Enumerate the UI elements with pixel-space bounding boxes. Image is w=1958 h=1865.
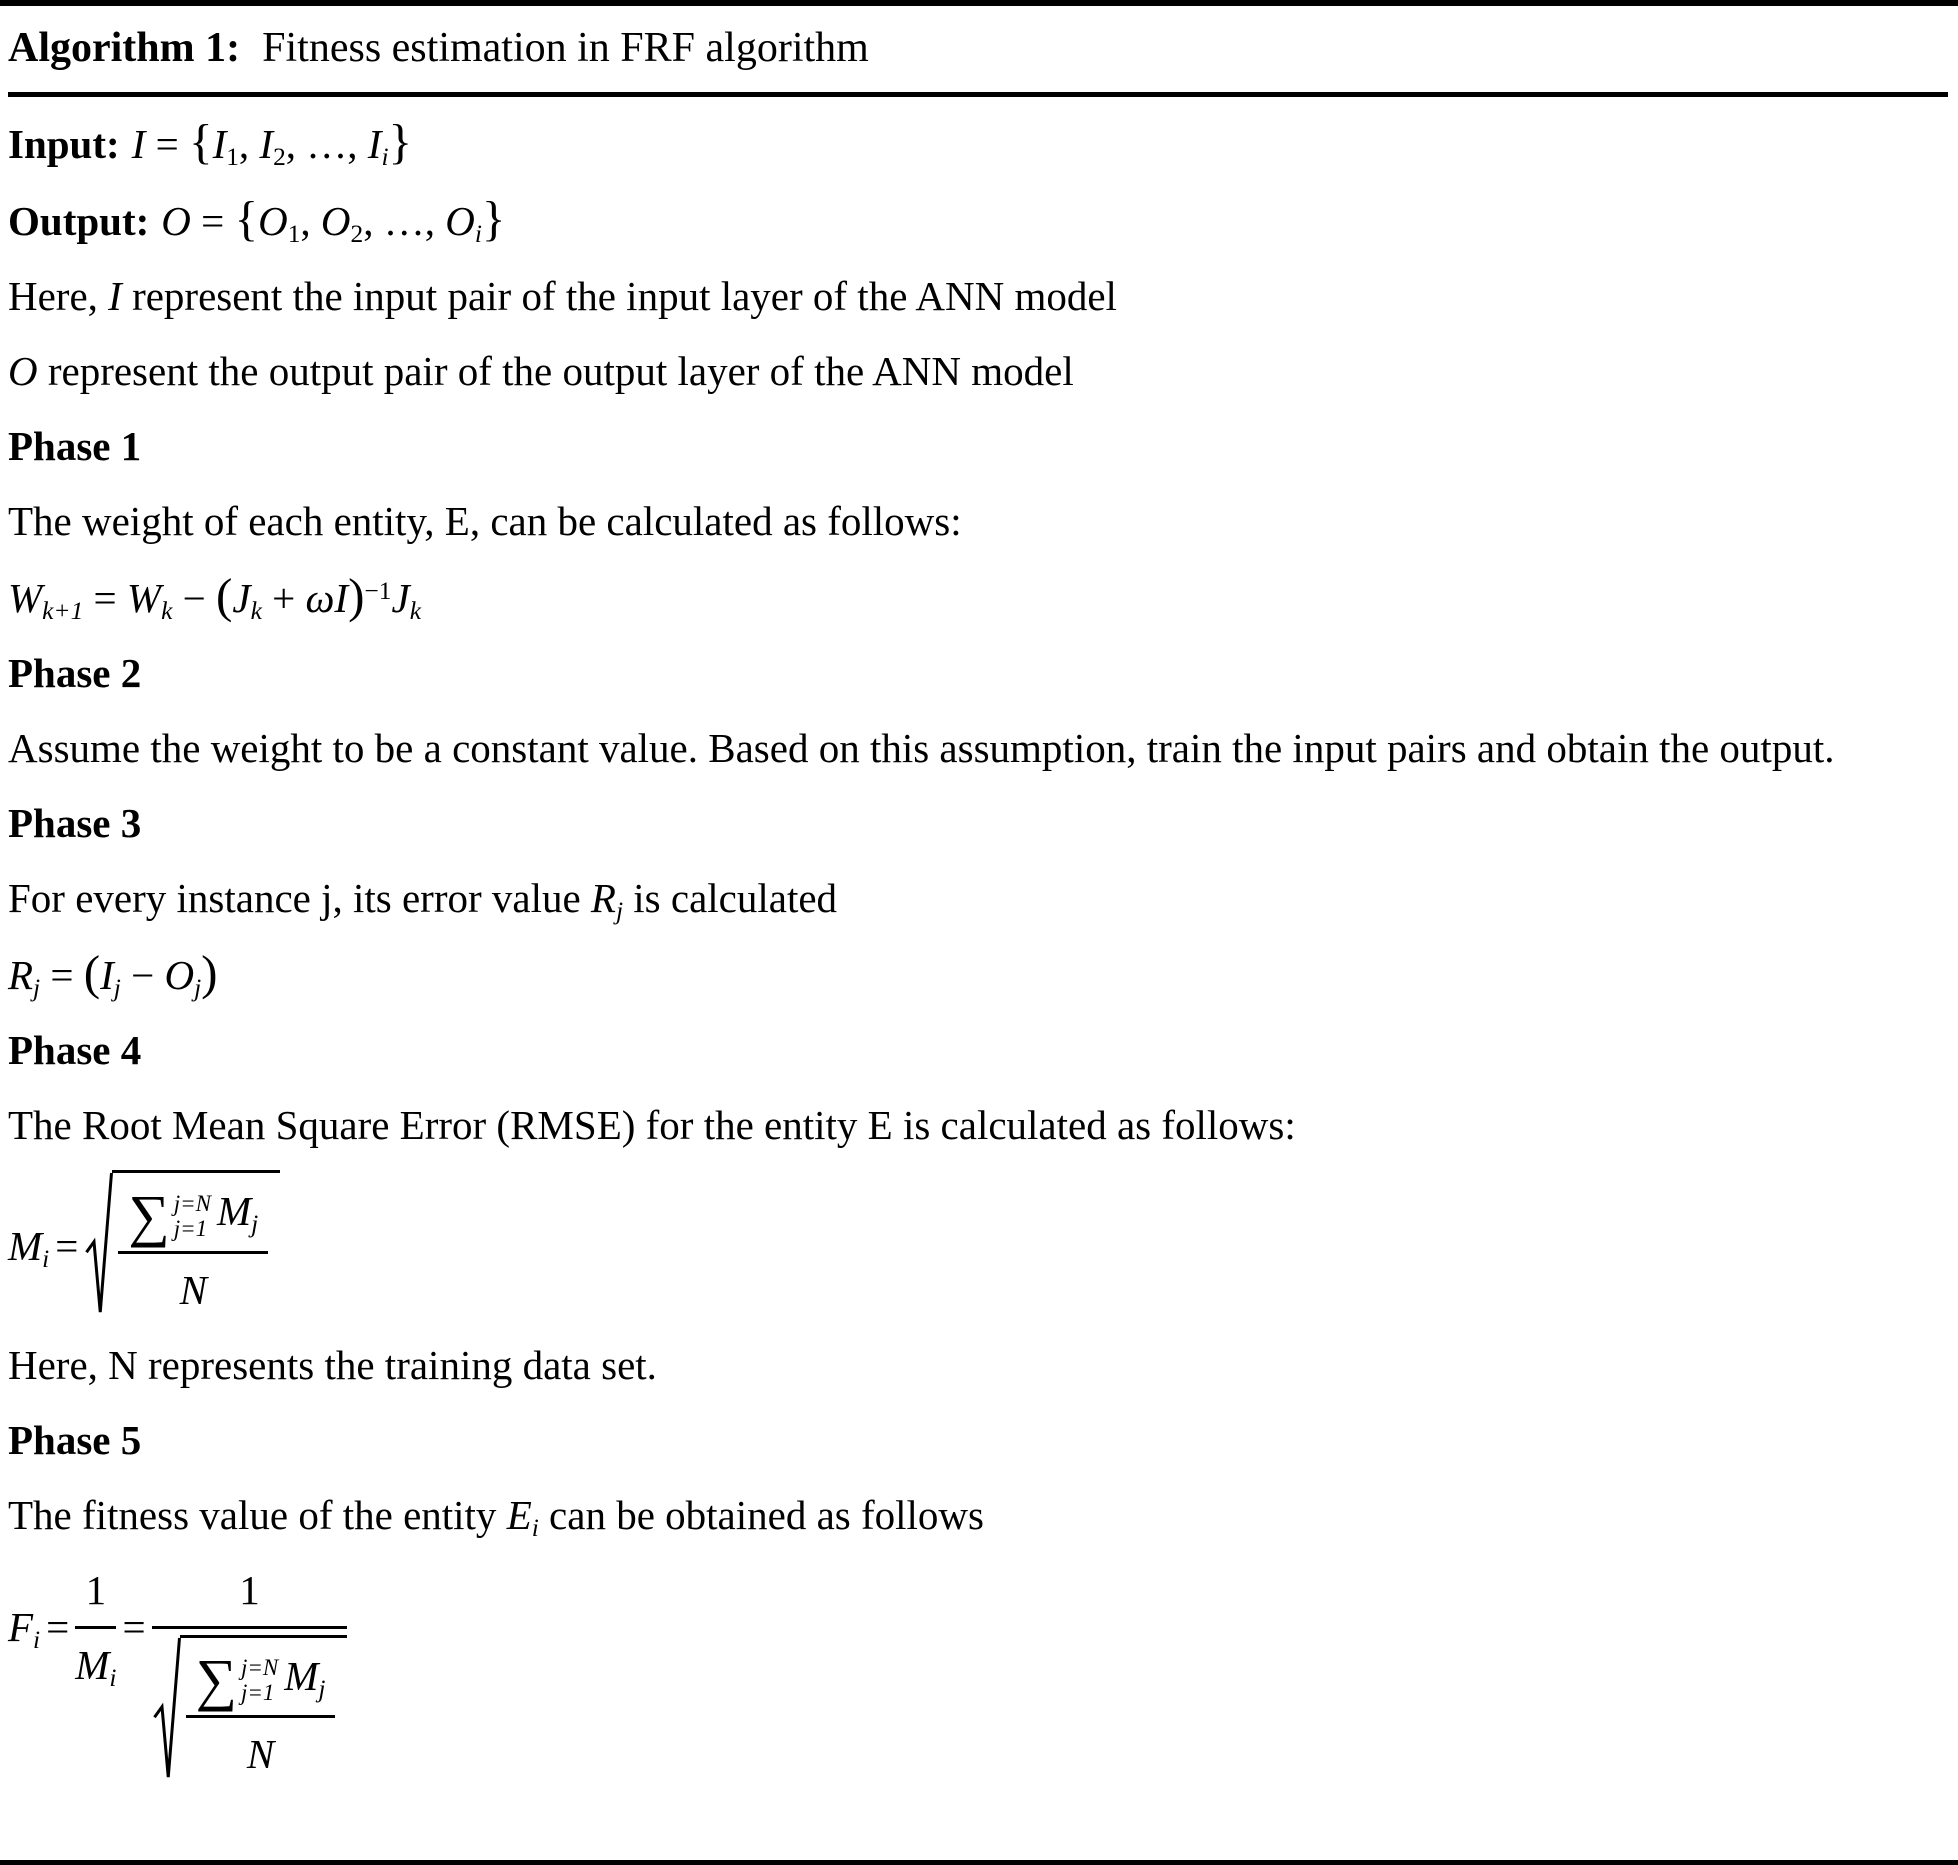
radical-sign-icon <box>84 1170 114 1320</box>
phase-5-heading: Phase 5 <box>8 1416 142 1463</box>
output-note: O represent the output pair of the output layer of the ANN model <box>8 348 1074 394</box>
summation: ∑ j=N j=1 <box>195 1647 279 1713</box>
input-line <box>8 112 1948 174</box>
formula-rmse <box>8 1170 1948 1320</box>
sigma-icon: ∑ <box>128 1182 170 1248</box>
input-math: $I = \{I_1$, $I_2$, …, $I_i$} <box>131 114 413 172</box>
algorithm-content <box>0 6 1958 1800</box>
phase-2-heading: Phase 2 <box>8 650 142 696</box>
phase-4-heading: Phase 4 <box>8 1027 142 1073</box>
square-root <box>152 1635 348 1785</box>
fitness-lhs: $F_i$ = <box>8 1603 70 1654</box>
formula-fitness <box>8 1560 1948 1801</box>
phase-4-body: The Root Mean Square Error (RMSE) for the entity E is calculated as follows: <box>8 1102 1296 1148</box>
sigma-icon: ∑ <box>195 1647 237 1713</box>
output-label: Output: <box>8 198 150 244</box>
fitness-eq2: = <box>122 1603 146 1650</box>
n-note: Here, N represents the training data set. <box>8 1341 657 1388</box>
fraction-inverse-rmse: 1 ∑ j=N j=1 $M_j$ N <box>152 1560 348 1801</box>
algorithm-title: Fitness estimation in FRF algorithm <box>262 25 869 71</box>
output-line <box>8 189 1948 251</box>
formula-weight-update: $W_{k+1} = W_k - (J_k + \omega I)^{-1}J_k$ <box>8 568 421 626</box>
fraction: ∑ j=N j=1 $M_j$ N <box>118 1181 268 1320</box>
phase-3-heading: Phase 3 <box>8 800 142 846</box>
phase-1-body: The weight of each entity, E, can be calculated as follows: <box>8 498 962 544</box>
fraction: ∑ j=N j=1 $M_j$ N <box>186 1646 336 1785</box>
formula-residual: $R_j = (I_j - O_j)$ <box>8 945 218 1003</box>
input-label: Input: <box>8 121 120 167</box>
phase-1-heading: Phase 1 <box>8 423 142 469</box>
phase-2-body: Assume the weight to be a constant value. Based on this assumption, train the input pairs and obtain the output. <box>8 725 1835 771</box>
radical-sign-icon <box>152 1635 182 1785</box>
output-math: $O = \{O_1$, $O_2$, …, $O_i$} <box>161 191 506 249</box>
summation: ∑ j=N j=1 <box>128 1182 211 1248</box>
algorithm-header <box>8 6 1948 92</box>
bottom-rule <box>0 1860 1958 1865</box>
input-note: Here, I represent the input pair of the input layer of the ANN model <box>8 273 1117 319</box>
phase-5-body: The fitness value of the entity $E_i$ can be obtained as follows <box>8 1491 984 1542</box>
phase-3-body: For every instance j, its error value $R_j$ is calculated <box>8 875 838 926</box>
header-rule <box>8 92 1948 97</box>
fraction-inverse-m: $\frac{1}{M_i}$ <box>75 1560 116 1695</box>
algorithm-label: Algorithm 1: <box>8 25 241 71</box>
square-root <box>84 1170 280 1320</box>
rmse-lhs: $M_i$ = <box>8 1223 79 1274</box>
